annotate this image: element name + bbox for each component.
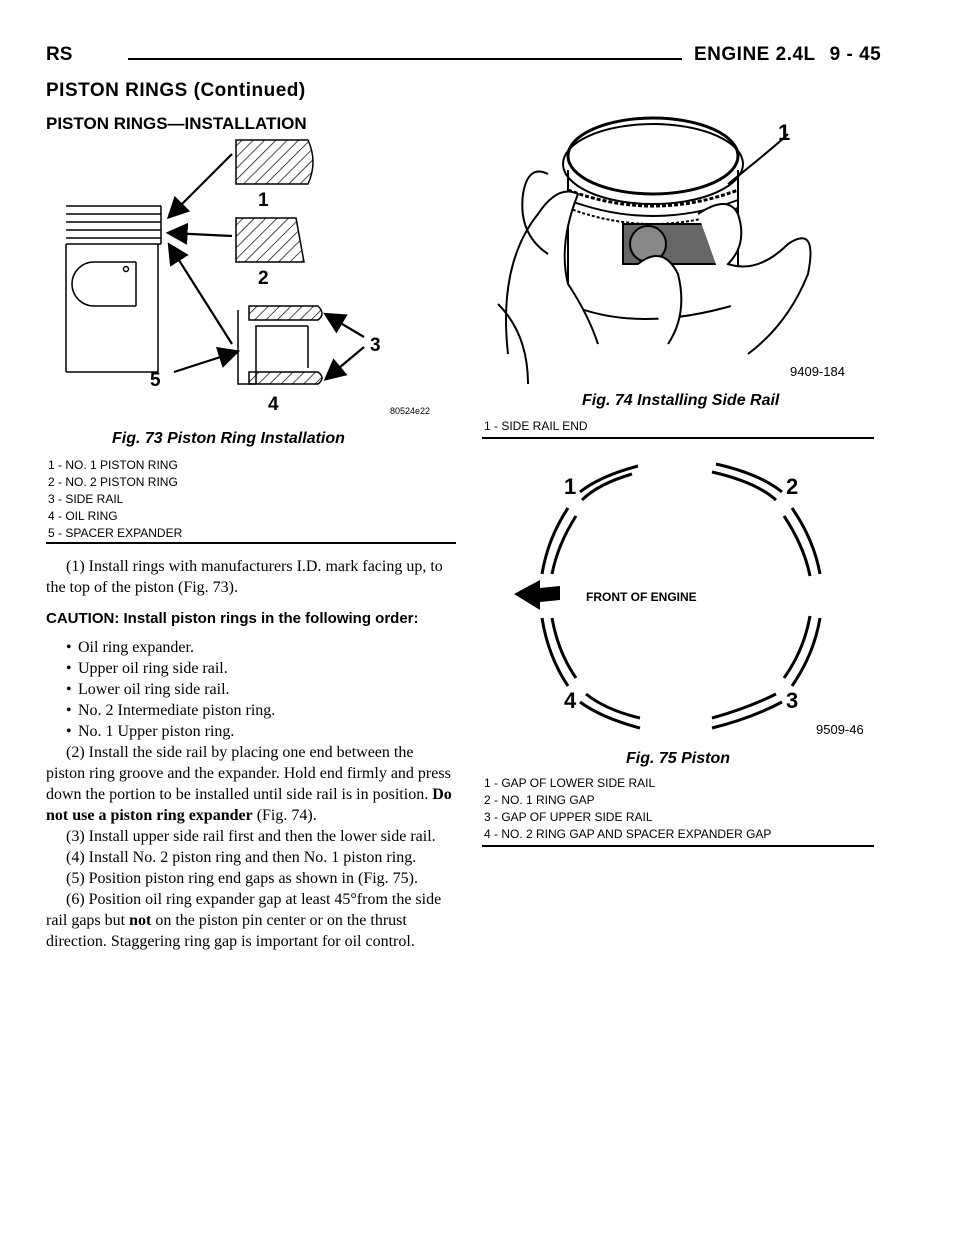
fig73-callout-2: 2 [258, 268, 269, 289]
fig73-legend-3: 3 - SIDE RAIL [48, 492, 124, 506]
step-2: (2) Install the side rail by placing one end between the piston ring groove and the expander. Hold end firmly and press down the portion to be installed until side rail is in position. Do not use a piston ring expander (Fig. 74). [46, 744, 452, 824]
body-text [46, 556, 454, 952]
fig75-code: 9509-46 [816, 722, 864, 737]
fig74-caption: Fig. 74 Installing Side Rail [582, 392, 780, 409]
fig75-legend-3: 3 - GAP OF UPPER SIDE RAIL [484, 810, 653, 824]
fig75-illustration [490, 446, 880, 746]
fig73-legend-5: 5 - SPACER EXPANDER [48, 526, 183, 540]
list-item: • Lower oil ring side rail. [66, 681, 230, 698]
fig73-rule [46, 542, 456, 544]
fig74-rule [482, 437, 874, 439]
list-item: • Upper oil ring side rail. [66, 660, 228, 677]
ring-1-section [236, 140, 313, 184]
side-rail [568, 118, 738, 194]
ring-arc-upper-right [716, 464, 782, 492]
step-2-warning: Do not use a piston ring expander [46, 786, 452, 824]
step-5: (5) Position piston ring end gaps as shown in (Fig. 75). [66, 870, 418, 887]
fig74-legend [484, 418, 588, 435]
step-3: (3) Install upper side rail first and then the lower side rail. [66, 828, 436, 845]
caution: CAUTION: Install piston rings in the following order: [46, 610, 419, 627]
header-rule [128, 58, 682, 60]
fig73-legend-1: 1 - NO. 1 PISTON RING [48, 458, 178, 472]
fig74-legend-1: 1 - SIDE RAIL END [484, 419, 588, 433]
fig73-callout-3: 3 [370, 335, 381, 356]
section-title: PISTON RINGS (Continued) [46, 80, 306, 101]
fig75-legend-1: 1 - GAP OF LOWER SIDE RAIL [484, 776, 656, 790]
header-chapter [694, 44, 881, 66]
ring-arc-upper-left [580, 466, 638, 492]
front-of-engine-label: FRONT OF ENGINE [586, 590, 697, 604]
fig75-callout-2: 2 [786, 474, 799, 499]
left-hand [506, 192, 598, 355]
fig75-callout-1: 1 [564, 474, 577, 499]
right-hand [698, 204, 811, 354]
subsection-title: PISTON RINGS—INSTALLATION [46, 114, 307, 133]
oil-ring-section [238, 306, 322, 384]
fig73-callout-5: 5 [150, 370, 161, 391]
fig73-legend-4: 4 - OIL RING [48, 509, 118, 523]
fig75-callout-4: 4 [564, 688, 577, 713]
ring-2-section [236, 218, 304, 262]
step-6: (6) Position oil ring expander gap at least 45°from the side rail gaps but not on the piston pin center or on the thrust direction. Staggering ring gap is important for oil control. [46, 891, 442, 950]
fig73-caption: Fig. 73 Piston Ring Installation [112, 430, 345, 447]
piston-outline [66, 206, 161, 372]
fig73-illustration [46, 132, 446, 422]
fig75-caption: Fig. 75 Piston [626, 750, 731, 767]
list-item: • No. 1 Upper piston ring. [66, 723, 235, 740]
install-order-list [46, 637, 454, 742]
page-number: 9 - 45 [829, 44, 882, 65]
fig75-legend [484, 775, 771, 843]
fig73-arrows [170, 154, 364, 378]
front-arrow [514, 580, 560, 610]
fig73-callout-4: 4 [268, 394, 279, 415]
step-4: (4) Install No. 2 piston ring and then No. 1 piston ring. [66, 849, 417, 866]
step-1: (1) Install rings with manufacturers I.D. mark facing up, to the top of the piston (Fig. 73). [46, 558, 443, 596]
fig74-callout-1: 1 [778, 120, 791, 145]
fig75-legend-2: 2 - NO. 1 RING GAP [484, 793, 595, 807]
header-chapter-title: ENGINE 2.4L [694, 44, 816, 65]
header-section-code: RS [46, 44, 73, 65]
fig73-legend-2: 2 - NO. 2 PISTON RING [48, 475, 178, 489]
fig75-legend-4: 4 - NO. 2 RING GAP AND SPACER EXPANDER GAP [484, 827, 772, 841]
fig73-code: 80524e22 [390, 406, 431, 416]
fig73-legend [48, 457, 182, 542]
fig73-callout-1: 1 [258, 190, 269, 211]
fig75-rule [482, 845, 874, 847]
fig75-callout-3: 3 [786, 688, 799, 713]
fig74-illustration [488, 104, 878, 388]
list-item: • No. 2 Intermediate piston ring. [66, 702, 276, 719]
step-6-emphasis: not [129, 912, 152, 929]
fig74-code: 9409-184 [790, 364, 845, 379]
list-item: • Oil ring expander. [66, 639, 194, 656]
piston-top [563, 124, 743, 204]
